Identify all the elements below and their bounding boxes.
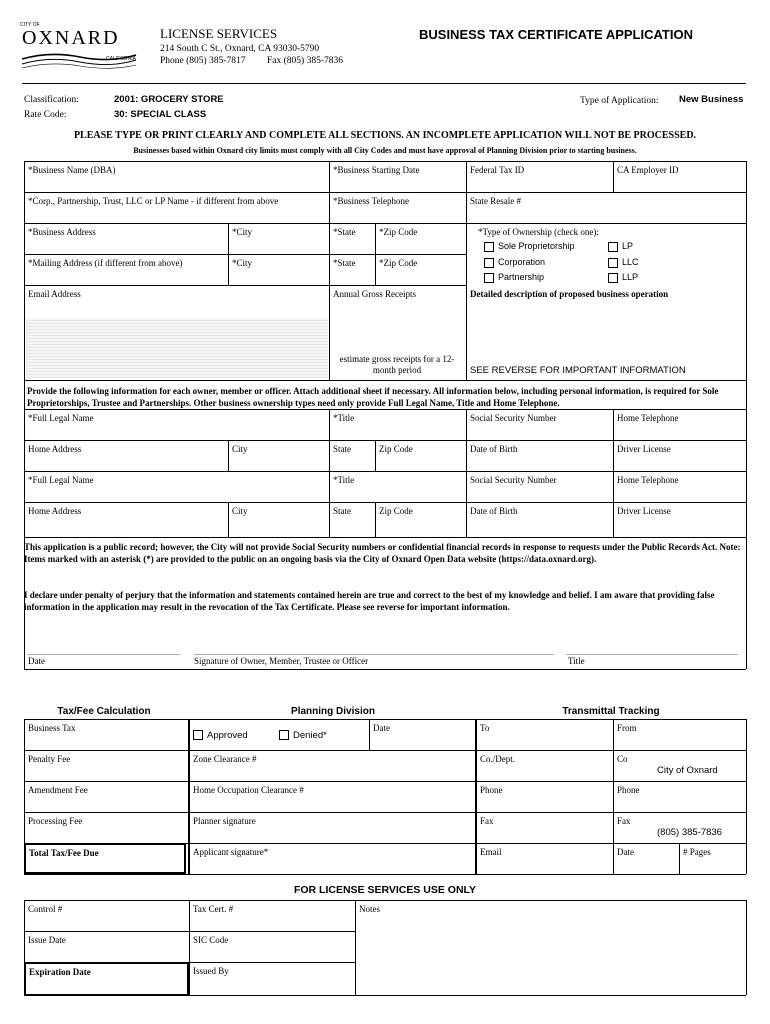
fee-total[interactable]: Total Tax/Fee Due <box>29 848 99 858</box>
form-title: BUSINESS TAX CERTIFICATE APPLICATION <box>419 27 693 42</box>
planning-applicant-signature[interactable]: Applicant signature* <box>193 847 269 857</box>
field-gross-receipts[interactable]: Annual Gross Receipts <box>333 289 416 299</box>
owner1-home-phone[interactable]: Home Telephone <box>617 413 679 423</box>
field-business-description[interactable]: Detailed description of proposed business operation <box>470 289 669 299</box>
ownership-sole[interactable]: Sole Proprietorship <box>484 241 575 252</box>
checkbox-icon[interactable] <box>484 258 494 268</box>
transmittal-date[interactable]: Date <box>617 847 634 857</box>
owner2-title[interactable]: *Title <box>333 475 355 485</box>
classification-label: Classification: <box>24 95 79 105</box>
office-notes[interactable]: Notes <box>359 904 380 914</box>
header-divider <box>22 83 746 84</box>
transmittal-fax-from[interactable]: Fax <box>617 816 631 826</box>
checkbox-icon[interactable] <box>608 242 618 252</box>
transmittal-email[interactable]: Email <box>480 847 502 857</box>
planning-approved[interactable]: Approved <box>193 730 248 741</box>
owners-intro: Provide the following information for each owner, member or officer. Attach additional sheet if necessary. All information below, including personal information, is required for Sole Proprietorships, Trustee and Partnerships. Other business ownership types need only provide Full Legal Name, Title and Home Telephone. <box>27 386 719 408</box>
owner2-city[interactable]: City <box>232 506 248 516</box>
logo-sub-text: CALIFORNIA <box>106 56 137 62</box>
field-business-name[interactable]: *Business Name (DBA) <box>28 165 116 175</box>
department-phone: Phone (805) 385-7817 <box>160 56 246 66</box>
ownership-partnership[interactable]: Partnership <box>484 272 544 283</box>
field-business-state[interactable]: *State <box>333 227 356 237</box>
field-email-input[interactable] <box>26 318 328 378</box>
checkbox-icon[interactable] <box>484 273 494 283</box>
transmittal-phone-from[interactable]: Phone <box>617 785 640 795</box>
title-label: Title <box>568 656 585 666</box>
planning-zone-clearance[interactable]: Zone Clearance # <box>193 754 257 764</box>
see-reverse-note: SEE REVERSE FOR IMPORTANT INFORMATION <box>470 365 686 376</box>
tax-fee-heading: Tax/Fee Calculation <box>57 706 151 717</box>
office-use-heading: FOR LICENSE SERVICES USE ONLY <box>293 884 477 896</box>
logo-small-text: CITY OF <box>20 22 40 28</box>
owner1-home-address[interactable]: Home Address <box>28 444 82 454</box>
owner2-home-address[interactable]: Home Address <box>28 506 82 516</box>
rate-code-label: Rate Code: <box>24 110 67 120</box>
planning-home-occupation[interactable]: Home Occupation Clearance # <box>193 785 304 795</box>
field-corp-name[interactable]: *Corp., Partnership, Trust, LLC or LP Name - if different from above <box>28 196 279 206</box>
title-signature-line[interactable] <box>566 654 738 655</box>
checkbox-icon[interactable] <box>608 258 618 268</box>
owner1-zip[interactable]: Zip Code <box>379 444 413 454</box>
planning-denied[interactable]: Denied* <box>279 730 327 741</box>
owner2-full-name[interactable]: *Full Legal Name <box>28 475 94 485</box>
gross-receipts-note: estimate gross receipts for a 12-month period <box>339 354 455 375</box>
field-mailing-zip[interactable]: *Zip Code <box>379 258 418 268</box>
application-type-label: Type of Application: <box>580 96 659 106</box>
office-sic-code[interactable]: SIC Code <box>193 935 229 945</box>
field-mailing-state[interactable]: *State <box>333 258 356 268</box>
ownership-lp[interactable]: LP <box>608 241 633 252</box>
ownership-llp[interactable]: LLP <box>608 272 638 283</box>
fee-processing[interactable]: Processing Fee <box>28 816 83 826</box>
transmittal-fax-to[interactable]: Fax <box>480 816 494 826</box>
owner2-license[interactable]: Driver License <box>617 506 671 516</box>
field-business-telephone[interactable]: *Business Telephone <box>333 196 409 206</box>
field-email-label: Email Address <box>28 289 81 299</box>
field-federal-tax-id[interactable]: Federal Tax ID <box>470 165 525 175</box>
office-control-number[interactable]: Control # <box>28 904 63 914</box>
owner2-ssn[interactable]: Social Security Number <box>470 475 557 485</box>
public-record-notice: This application is a public record; however, the City will not provide Social Security numbers or confidential financial records in response to requests under the Public Records Act. Note: Items marked with an asterisk (*) are provided to the public on an ongoing basis via the City of Oxnard Open Data website (https://data.oxnard.org). <box>24 542 741 564</box>
signature-label: Signature of Owner, Member, Trustee or Officer <box>194 656 369 666</box>
field-start-date[interactable]: *Business Starting Date <box>333 165 420 175</box>
office-issue-date[interactable]: Issue Date <box>28 935 66 945</box>
owner1-full-name[interactable]: *Full Legal Name <box>28 413 94 423</box>
transmittal-fax-value[interactable]: (805) 385-7836 <box>657 827 722 838</box>
date-signature-line[interactable] <box>27 654 180 655</box>
transmittal-to[interactable]: To <box>480 723 490 733</box>
field-business-zip[interactable]: *Zip Code <box>379 227 418 237</box>
owner1-license[interactable]: Driver License <box>617 444 671 454</box>
owner1-state[interactable]: State <box>333 444 351 454</box>
classification-value[interactable]: 2001: GROCERY STORE <box>114 94 224 105</box>
department-name: LICENSE SERVICES <box>160 26 278 41</box>
planning-date[interactable]: Date <box>373 723 390 733</box>
checkbox-icon[interactable] <box>279 730 289 740</box>
office-expiration-date[interactable]: Expiration Date <box>29 967 91 977</box>
transmittal-co-dept[interactable]: Co./Dept. <box>480 754 515 764</box>
city-logo <box>20 22 138 82</box>
instructions-sub: Businesses based within Oxnard city limits must comply with all City Codes and must have approval of Planning Division prior to starting business. <box>133 146 637 155</box>
logo-text: OXNARD <box>22 27 120 49</box>
transmittal-co-value[interactable]: City of Oxnard <box>657 765 718 776</box>
field-business-city[interactable]: *City <box>232 227 253 237</box>
application-type-value[interactable]: New Business <box>679 94 744 105</box>
transmittal-co[interactable]: Co <box>617 754 628 764</box>
owner1-city[interactable]: City <box>232 444 248 454</box>
planning-heading: Planning Division <box>291 706 375 717</box>
owner2-dob[interactable]: Date of Birth <box>470 506 518 516</box>
rate-code-value[interactable]: 30: SPECIAL CLASS <box>114 109 207 120</box>
ownership-label: *Type of Ownership (check one): <box>478 227 599 237</box>
checkbox-icon[interactable] <box>484 242 494 252</box>
field-mailing-city[interactable]: *City <box>232 258 253 268</box>
field-mailing-address[interactable]: *Mailing Address (if different from above) <box>28 258 183 268</box>
field-ca-employer-id[interactable]: CA Employer ID <box>617 165 679 175</box>
planning-planner-signature[interactable]: Planner signature <box>193 816 256 826</box>
field-business-address[interactable]: *Business Address <box>28 227 96 237</box>
ownership-llc[interactable]: LLC <box>608 257 639 268</box>
checkbox-icon[interactable] <box>608 273 618 283</box>
ownership-corporation[interactable]: Corporation <box>484 257 545 268</box>
owner1-dob[interactable]: Date of Birth <box>470 444 518 454</box>
department-fax: Fax (805) 385-7836 <box>267 56 343 66</box>
date-label: Date <box>28 656 45 666</box>
fee-penalty[interactable]: Penalty Fee <box>28 754 71 764</box>
transmittal-phone-to[interactable]: Phone <box>480 785 503 795</box>
owner2-state[interactable]: State <box>333 506 351 516</box>
owner2-zip[interactable]: Zip Code <box>379 506 413 516</box>
owner-signature-line[interactable] <box>194 654 554 655</box>
office-issued-by[interactable]: Issued By <box>193 966 229 976</box>
fee-business-tax[interactable]: Business Tax <box>28 723 76 733</box>
checkbox-icon[interactable] <box>193 730 203 740</box>
fee-amendment[interactable]: Amendment Fee <box>28 785 88 795</box>
owner2-home-phone[interactable]: Home Telephone <box>617 475 679 485</box>
transmittal-pages[interactable]: # Pages <box>683 847 711 857</box>
instructions-main: PLEASE TYPE OR PRINT CLEARLY AND COMPLETE ALL SECTIONS. AN INCOMPLETE APPLICATION WILL NOT BE PROCESSED. <box>73 130 697 141</box>
office-tax-cert-number[interactable]: Tax Cert. # <box>193 904 234 914</box>
field-state-resale[interactable]: State Resale # <box>470 196 521 206</box>
transmittal-from[interactable]: From <box>617 723 637 733</box>
owner1-title[interactable]: *Title <box>333 413 355 423</box>
owner1-ssn[interactable]: Social Security Number <box>470 413 557 423</box>
perjury-declaration: I declare under penalty of perjury that the information and statements contained herein are true and correct to the best of my knowledge and belief. I am aware that providing false information in the application may result in the revocation of the Tax Certificate. Please see reverse for important information. <box>24 590 715 612</box>
department-address: 214 South C St., Oxnard, CA 93030-5790 <box>160 44 320 54</box>
transmittal-heading: Transmittal Tracking <box>562 706 660 717</box>
